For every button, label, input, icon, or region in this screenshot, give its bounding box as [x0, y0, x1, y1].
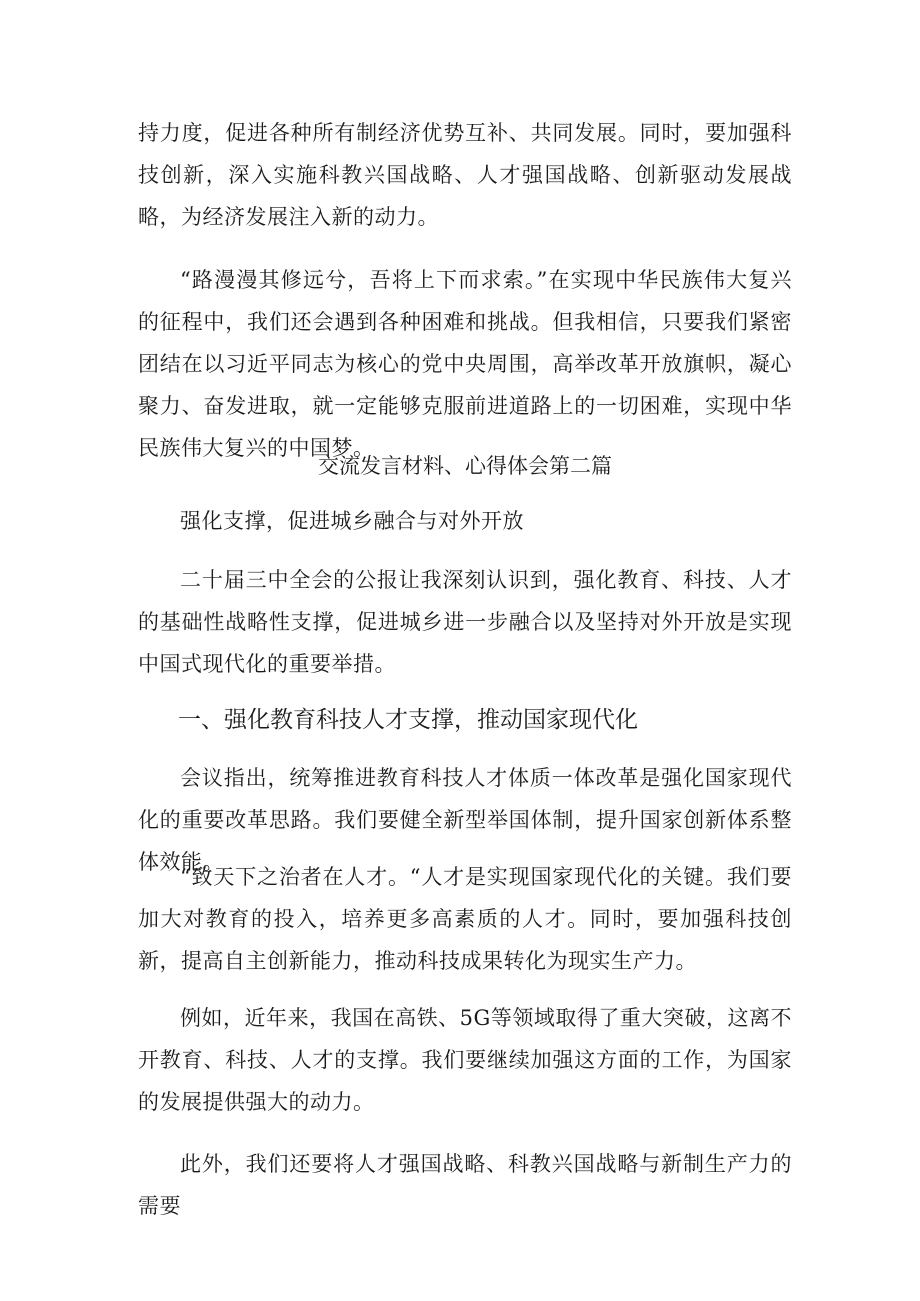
- paragraph-continued: 持力度，促进各种所有制经济优势互补、共同发展。同时，要加强科技创新，深入实施科教兴国战略、人才强国战略、创新驱动发展战略，为经济发展注入新的动力。: [138, 121, 792, 229]
- article-subtitle: 强化支撑，促进城乡融合与对外开放: [180, 509, 524, 533]
- section-paragraph-example: 例如，近年来，我国在高铁、5G等领域取得了重大突破，这离不开教育、科技、人才的支撑。我们要继续加强这方面的工作，为国家的发展提供强大的动力。: [138, 1006, 792, 1114]
- section-heading: 一、强化教育科技人才支撑，推动国家现代化: [178, 707, 638, 733]
- section-paragraph-meeting: 会议指出，统筹推进教育科技人才体质一体改革是强化国家现代化的重要改革思路。我们要健全新型举国体制，提升国家创新体系整体效能。: [138, 766, 792, 874]
- article-title: 交流发言材料、心得体会第二篇: [318, 454, 612, 478]
- paragraph-quote-conclusion: “路漫漫其修远兮，吾将上下而求索。”在实现中华民族伟大复兴的征程中，我们还会遇到各种困难和挑战。但我相信，只要我们紧密团结在以习近平同志为核心的党中央周围，高举改革开放旗帜，凝心聚力、奋发进取，就一定能够克服前进道路上的一切困难，实现中华民族伟大复兴的中国梦。: [138, 268, 792, 460]
- section-paragraph-talent: “致天下之治者在人才。“人才是实现国家现代化的关键。我们要加大对教育的投入，培养更多高素质的人才。同时，要加强科技创新，提高自主创新能力，推动科技成果转化为现实生产力。: [138, 865, 792, 973]
- intro-paragraph: 二十届三中全会的公报让我深刻认识到，强化教育、科技、人才的基础性战略性支撑，促进城乡进一步融合以及坚持对外开放是实现中国式现代化的重要举措。: [138, 568, 792, 676]
- section-paragraph-additionally: 此外，我们还要将人才强国战略、科教兴国战略与新制生产力的需要: [138, 1152, 792, 1218]
